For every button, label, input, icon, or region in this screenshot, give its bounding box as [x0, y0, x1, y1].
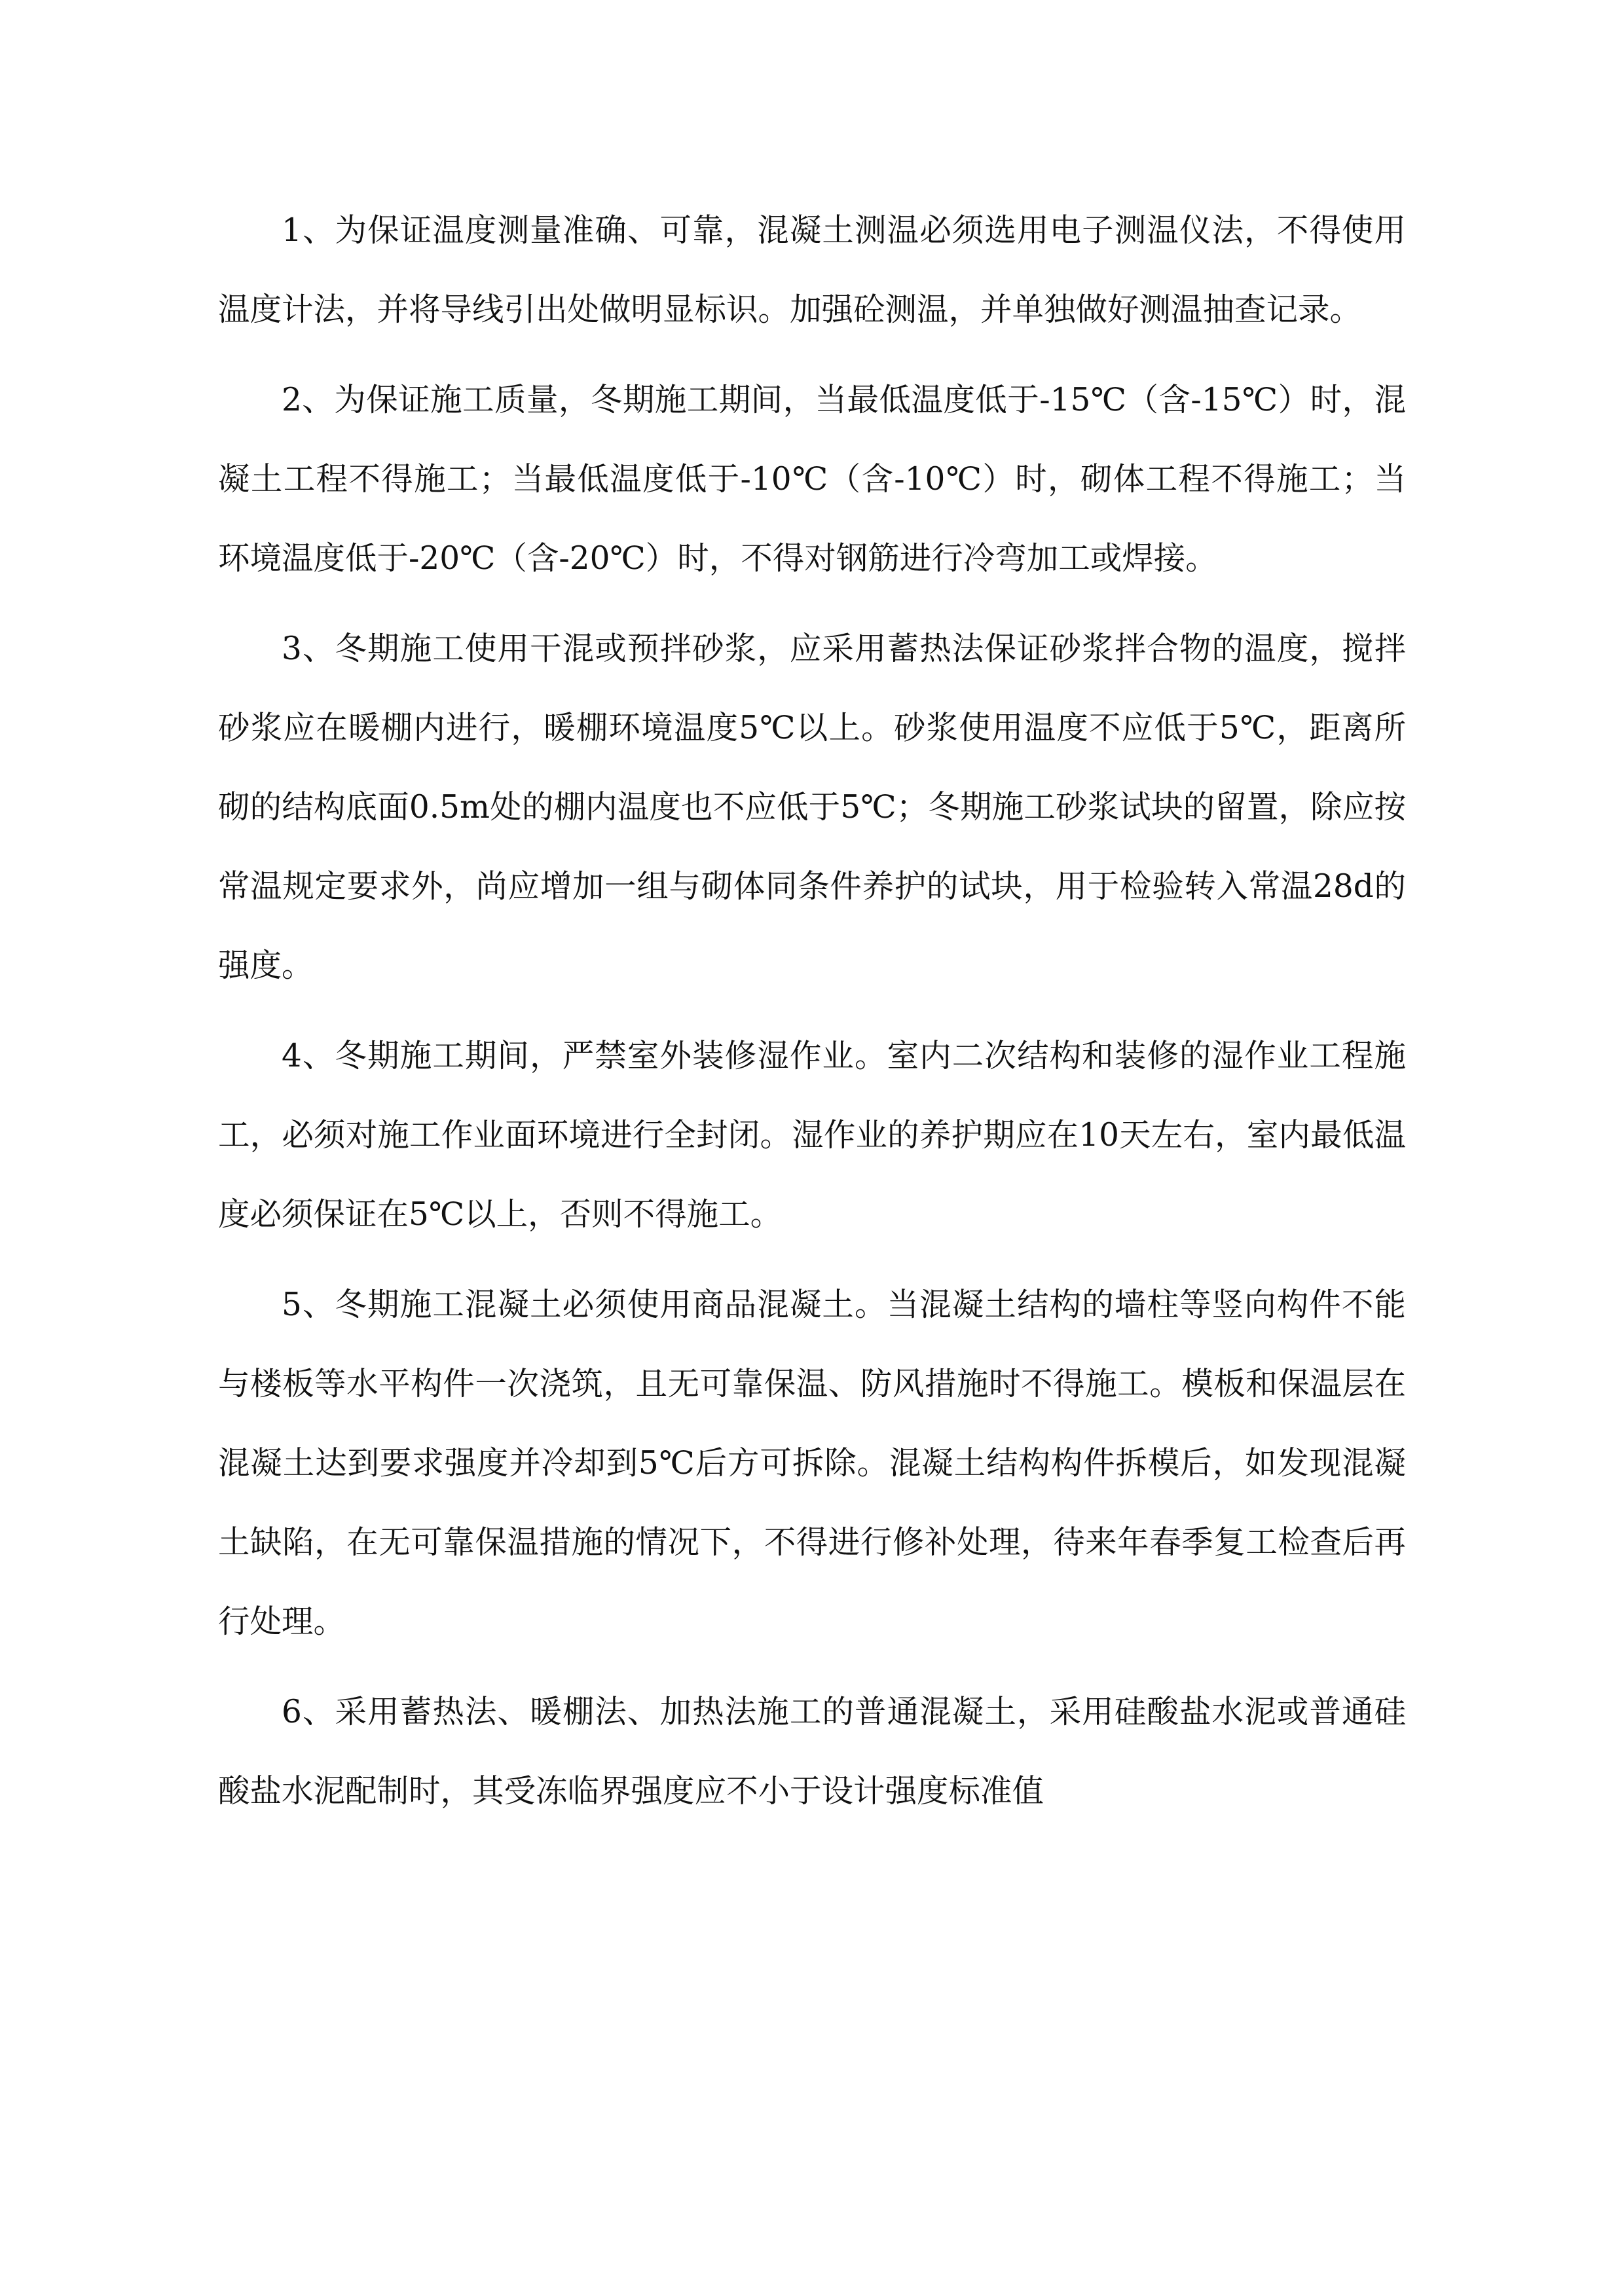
paragraph-4: 4、冬期施工期间，严禁室外装修湿作业。室内二次结构和装修的湿作业工程施工，必须对施工作业面环境进行全封闭。湿作业的养护期应在10天左右，室内最低温度必须保证在5℃以上，否则不得施工。 — [218, 1038, 1406, 1233]
paragraph-3: 3、冬期施工使用干混或预拌砂浆，应采用蓄热法保证砂浆拌合物的温度，搅拌砂浆应在暖棚内进行，暖棚环境温度5℃以上。砂浆使用温度不应低于5℃，距离所砌的结构底面0.5m处的棚内温度也不应低于5℃；冬期施工砂浆试块的留置，除应按常温规定要求外，尚应增加一组与砌体同条件养护的试块，用于检验转入常温28d的强度。 — [218, 630, 1406, 984]
document-body — [218, 191, 1406, 1842]
paragraph-1: 1、为保证温度测量准确、可靠，混凝土测温必须选用电子测温仪法，不得使用温度计法，并将导线引出处做明显标识。加强砼测温，并单独做好测温抽查记录。 — [218, 212, 1406, 328]
paragraph-5: 5、冬期施工混凝土必须使用商品混凝土。当混凝土结构的墙柱等竖向构件不能与楼板等水平构件一次浇筑，且无可靠保温、防风措施时不得施工。模板和保温层在混凝土达到要求强度并冷却到5℃后方可拆除。混凝土结构构件拆模后，如发现混凝土缺陷，在无可靠保温措施的情况下，不得进行修补处理，待来年春季复工检查后再行处理。 — [218, 1286, 1406, 1640]
paragraph-2: 2、为保证施工质量，冬期施工期间，当最低温度低于-15℃（含-15℃）时，混凝土工程不得施工；当最低温度低于-10℃（含-10℃）时，砌体工程不得施工；当环境温度低于-20℃（含-20℃）时，不得对钢筋进行冷弯加工或焊接。 — [218, 382, 1406, 577]
paragraph-6: 6、采用蓄热法、暖棚法、加热法施工的普通混凝土，采用硅酸盐水泥或普通硅酸盐水泥配制时，其受冻临界强度应不小于设计强度标准值 — [218, 1694, 1406, 1810]
